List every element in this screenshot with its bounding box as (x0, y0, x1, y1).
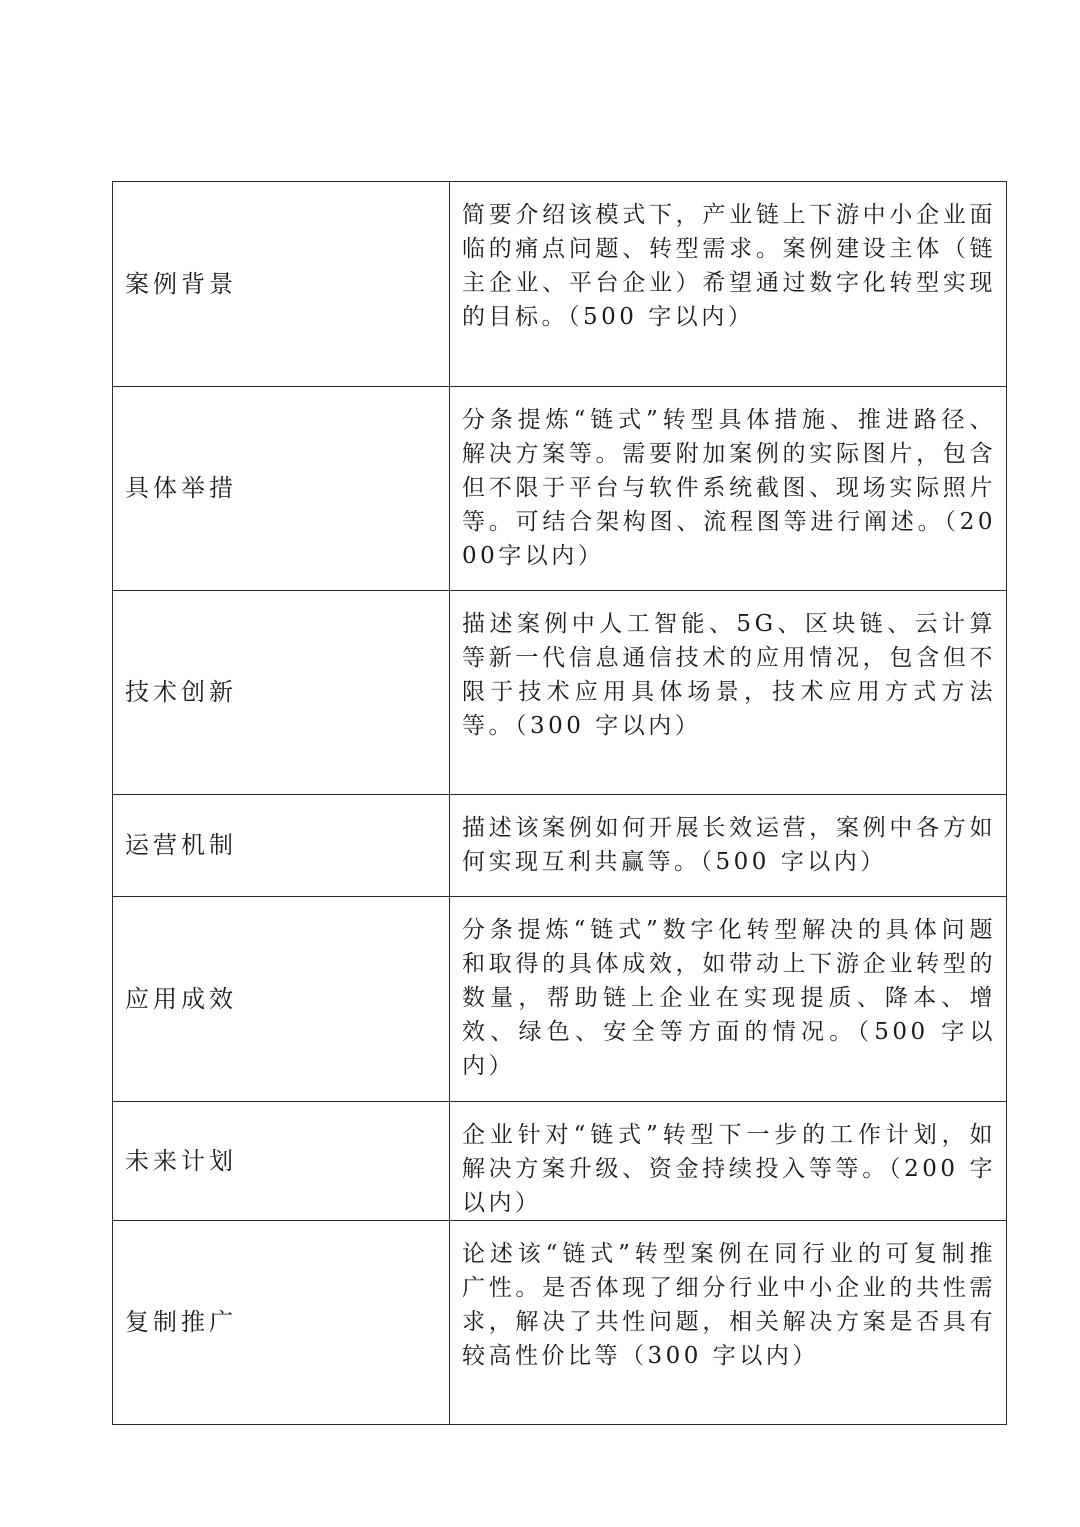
row-description: 描述该案例如何开展长效运营，案例中各方如何实现互利共赢等。（500 字以内） (462, 815, 996, 875)
row-description-cell (450, 1221, 1007, 1425)
row-label-cell (113, 591, 450, 795)
row-label: 技术创新 (125, 678, 237, 707)
row-description: 描述案例中人工智能、5G、区块链、云计算等新一代信息通信技术的应用情况，包含但不限于技术应用具体场景，技术应用方式方法等。（300 字以内） (462, 611, 996, 739)
table-row (113, 897, 1007, 1102)
row-label: 具体举措 (125, 474, 237, 503)
row-label-cell (113, 1102, 450, 1221)
row-description-cell (450, 387, 1007, 591)
row-label-cell (113, 182, 450, 387)
table-row (113, 1102, 1007, 1221)
row-description: 企业针对“链式”转型下一步的工作计划，如解决方案升级、资金持续投入等等。（200 字以内） (462, 1122, 996, 1216)
row-label: 未来计划 (125, 1146, 237, 1175)
table-row (113, 1221, 1007, 1425)
table-row (113, 591, 1007, 795)
row-label: 案例背景 (125, 269, 237, 298)
row-description-cell (450, 795, 1007, 897)
row-description-cell (450, 1102, 1007, 1221)
row-description: 分条提炼“链式”数字化转型解决的具体问题和取得的具体成效，如带动上下游企业转型的数量，帮助链上企业在实现提质、降本、增效、绿色、安全等方面的情况。（500 字以内） (462, 917, 996, 1079)
row-label: 应用成效 (125, 984, 237, 1013)
table-row (113, 182, 1007, 387)
row-description-cell (450, 182, 1007, 387)
row-label-cell (113, 795, 450, 897)
row-description: 分条提炼“链式”转型具体措施、推进路径、解决方案等。需要附加案例的实际图片，包含但不限于平台与软件系统截图、现场实际照片等。可结合架构图、流程图等进行阐述。（2000字以内） (462, 407, 996, 569)
row-label: 运营机制 (125, 831, 237, 860)
row-label-cell (113, 387, 450, 591)
case-description-table (112, 181, 1007, 1425)
row-description-cell (450, 897, 1007, 1102)
row-label: 复制推广 (125, 1308, 237, 1337)
row-description-cell (450, 591, 1007, 795)
row-label-cell (113, 897, 450, 1102)
table-row (113, 387, 1007, 591)
row-description: 论述该“链式”转型案例在同行业的可复制推广性。是否体现了细分行业中小企业的共性需求，解决了共性问题，相关解决方案是否具有较高性价比等（300 字以内） (462, 1241, 996, 1369)
row-label-cell (113, 1221, 450, 1425)
table-row (113, 795, 1007, 897)
row-description: 简要介绍该模式下，产业链上下游中小企业面临的痛点问题、转型需求。案例建设主体（链主企业、平台企业）希望通过数字化转型实现的目标。（500 字以内） (462, 202, 996, 330)
